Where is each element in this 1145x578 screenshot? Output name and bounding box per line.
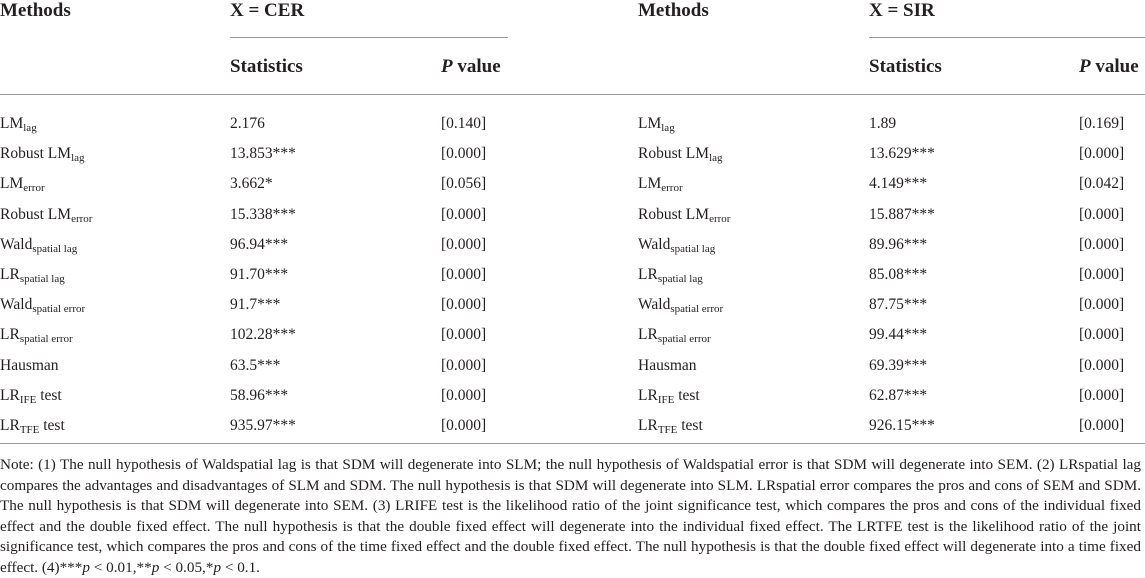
header-methods-left: Methods	[0, 0, 71, 21]
sir-stat-cell: 4.149***	[869, 175, 928, 192]
method-name: LR	[638, 387, 658, 404]
method-cell-sir	[638, 266, 703, 284]
note-t1: < 0.01,**	[89, 558, 152, 576]
method-subscript: error	[661, 182, 683, 194]
method-subscript: spatial lag	[19, 273, 65, 285]
method-subscript: error	[23, 182, 45, 194]
header-methods-right: Methods	[638, 0, 709, 21]
note-p3: p	[213, 558, 222, 576]
cer-stat-cell: 2.176	[230, 115, 265, 132]
note-t2: < 0.05,*	[159, 558, 214, 576]
method-cell-sir	[638, 296, 723, 314]
cer-p-cell: [0.000]	[441, 236, 487, 253]
method-cell-cer	[0, 175, 45, 193]
note-t3: < 0.1.	[221, 558, 260, 576]
method-subscript: spatial error	[32, 303, 86, 315]
method-subscript: lag	[709, 152, 723, 164]
sir-stat-cell: 1.89	[869, 115, 897, 132]
sir-p-cell: [0.000]	[1079, 387, 1125, 404]
cer-stat-cell: 58.96***	[230, 387, 289, 404]
sir-p-cell: [0.000]	[1079, 326, 1125, 343]
cer-stat-cell: 91.7***	[230, 296, 281, 313]
sir-p-cell: [0.000]	[1079, 206, 1125, 223]
header-pvalue-right-rest: value	[1090, 56, 1139, 77]
sir-stat-cell: 87.75***	[869, 296, 928, 313]
method-name: LR	[0, 417, 20, 434]
method-name: LM	[638, 175, 662, 192]
cer-p-cell: [0.056]	[441, 175, 487, 192]
method-name: LR	[638, 417, 658, 434]
sir-p-cell: [0.000]	[1079, 145, 1125, 162]
header-pvalue-left-rest: value	[452, 56, 501, 77]
method-cell-sir	[638, 206, 730, 224]
method-cell-sir	[638, 417, 703, 435]
method-suffix: test	[674, 387, 700, 404]
method-name: LM	[638, 115, 662, 132]
sir-p-cell: [0.000]	[1079, 296, 1125, 313]
method-subscript: spatial lag	[657, 273, 703, 285]
method-cell-sir	[638, 326, 711, 344]
method-subscript: spatial lag	[32, 243, 78, 255]
note-p2: p	[151, 558, 160, 576]
cer-stat-cell: 96.94***	[230, 236, 289, 253]
method-name: Wald	[638, 296, 671, 313]
method-name: LR	[0, 387, 20, 404]
cer-stat-cell: 102.28***	[230, 326, 296, 343]
cer-stat-cell: 13.853***	[230, 145, 296, 162]
note-main: Note: (1) The null hypothesis of Waldspatial lag is that SDM will degenerate into SLM; the null hypothesis of Waldspatial error is that SDM will degenerate into SEM. (2) LRspatial lag compares the advantages and disadvantages of SLM and SDM. The null hypothesis is that SDM will degenerate into SLM. LRspatial error compares the pros and cons of SEM and SDM. The null hypothesis is that SDM will degenerate into SEM. (3) LRIFE test is the likelihood ratio of the joint significance test, which compares the pros and cons of the individual fixed effect and the double fixed effect. The null hypothesis is that the double fixed effect will degenerate into the individual fixed effect. The LRTFE test is the likelihood ratio of the joint significance test, which compares the pros and cons of the time fixed effect and the double fixed effect. The null hypothesis is that the double fixed effect will degenerate into a time fixed effect. (4)***	[0, 456, 1141, 576]
method-suffix: test	[677, 417, 703, 434]
method-name: LR	[638, 266, 658, 283]
method-cell-cer	[0, 145, 85, 163]
method-subscript: lag	[23, 122, 37, 134]
method-subscript: spatial error	[670, 303, 724, 315]
method-subscript: spatial error	[19, 333, 73, 345]
method-name: Hausman	[0, 357, 59, 374]
header-group-cer: X = CER	[230, 0, 305, 21]
method-cell-cer	[0, 417, 65, 435]
method-cell-cer	[0, 115, 37, 133]
sir-stat-cell: 89.96***	[869, 236, 928, 253]
sir-p-cell: [0.000]	[1079, 236, 1125, 253]
method-cell-sir	[638, 115, 675, 133]
method-name: Robust LM	[638, 206, 710, 223]
method-cell-cer	[0, 266, 65, 284]
method-name: LR	[0, 326, 20, 343]
cer-stat-cell: 91.70***	[230, 266, 289, 283]
method-subscript: error	[709, 213, 731, 225]
method-subscript: spatial lag	[670, 243, 716, 255]
method-subscript: IFE	[19, 394, 37, 406]
header-group-sir: X = SIR	[869, 0, 935, 21]
method-name: Robust LM	[638, 145, 710, 162]
method-name: LR	[638, 326, 658, 343]
method-name: Wald	[638, 236, 671, 253]
method-cell-sir	[638, 236, 715, 254]
method-cell-cer	[0, 387, 62, 405]
cer-p-cell: [0.000]	[441, 266, 487, 283]
method-suffix: test	[39, 417, 65, 434]
sir-p-cell: [0.042]	[1079, 175, 1125, 192]
cer-stat-cell: 3.662*	[230, 175, 273, 192]
method-name: Robust LM	[0, 145, 72, 162]
sir-stat-cell: 13.629***	[869, 145, 935, 162]
cer-p-cell: [0.000]	[441, 326, 487, 343]
header-pvalue-left-italic: P	[441, 56, 453, 77]
method-suffix: test	[36, 387, 62, 404]
method-cell-sir	[638, 357, 697, 375]
cer-p-cell: [0.000]	[441, 206, 487, 223]
method-cell-cer	[0, 326, 73, 344]
method-cell-sir	[638, 387, 700, 405]
cer-p-cell: [0.000]	[441, 417, 487, 434]
header-statistics-right: Statistics	[869, 56, 942, 77]
cer-stat-cell: 63.5***	[230, 357, 281, 374]
method-name: LR	[0, 266, 20, 283]
sir-stat-cell: 926.15***	[869, 417, 935, 434]
cer-p-cell: [0.000]	[441, 296, 487, 313]
group-underline-right	[869, 37, 1145, 38]
group-underline-left	[230, 37, 508, 38]
cer-p-cell: [0.140]	[441, 115, 487, 132]
method-cell-cer	[0, 206, 92, 224]
method-subscript: TFE	[657, 424, 678, 436]
cer-p-cell: [0.000]	[441, 145, 487, 162]
method-cell-cer	[0, 296, 85, 314]
sir-p-cell: [0.000]	[1079, 266, 1125, 283]
sir-stat-cell: 15.887***	[869, 206, 935, 223]
method-name: Robust LM	[0, 206, 72, 223]
header-pvalue-right-italic: P	[1079, 56, 1091, 77]
table-bottom-rule	[0, 443, 1145, 444]
note-p1: p	[82, 558, 90, 576]
sir-stat-cell: 69.39***	[869, 357, 928, 374]
sir-p-cell: [0.000]	[1079, 357, 1125, 374]
method-cell-cer	[0, 357, 59, 375]
method-name: Wald	[0, 296, 33, 313]
method-name: LM	[0, 115, 24, 132]
method-cell-cer	[0, 236, 77, 254]
cer-p-cell: [0.000]	[441, 387, 487, 404]
method-subscript: lag	[71, 152, 85, 164]
method-name: Hausman	[638, 357, 697, 374]
method-cell-sir	[638, 175, 683, 193]
method-subscript: TFE	[19, 424, 40, 436]
cer-stat-cell: 935.97***	[230, 417, 296, 434]
sir-stat-cell: 62.87***	[869, 387, 928, 404]
sir-p-cell: [0.169]	[1079, 115, 1125, 132]
sir-p-cell: [0.000]	[1079, 417, 1125, 434]
cer-p-cell: [0.000]	[441, 357, 487, 374]
sir-stat-cell: 85.08***	[869, 266, 928, 283]
sir-stat-cell: 99.44***	[869, 326, 928, 343]
table-note	[0, 455, 1141, 578]
method-subscript: lag	[661, 122, 675, 134]
method-name: LM	[0, 175, 24, 192]
header-pvalue-left	[441, 56, 501, 78]
method-subscript: IFE	[657, 394, 675, 406]
header-bottom-rule	[0, 94, 1145, 95]
method-subscript: spatial error	[657, 333, 711, 345]
header-statistics-left: Statistics	[230, 56, 303, 77]
method-name: Wald	[0, 236, 33, 253]
cer-stat-cell: 15.338***	[230, 206, 296, 223]
header-pvalue-right	[1079, 56, 1139, 78]
method-cell-sir	[638, 145, 723, 163]
method-subscript: error	[71, 213, 93, 225]
